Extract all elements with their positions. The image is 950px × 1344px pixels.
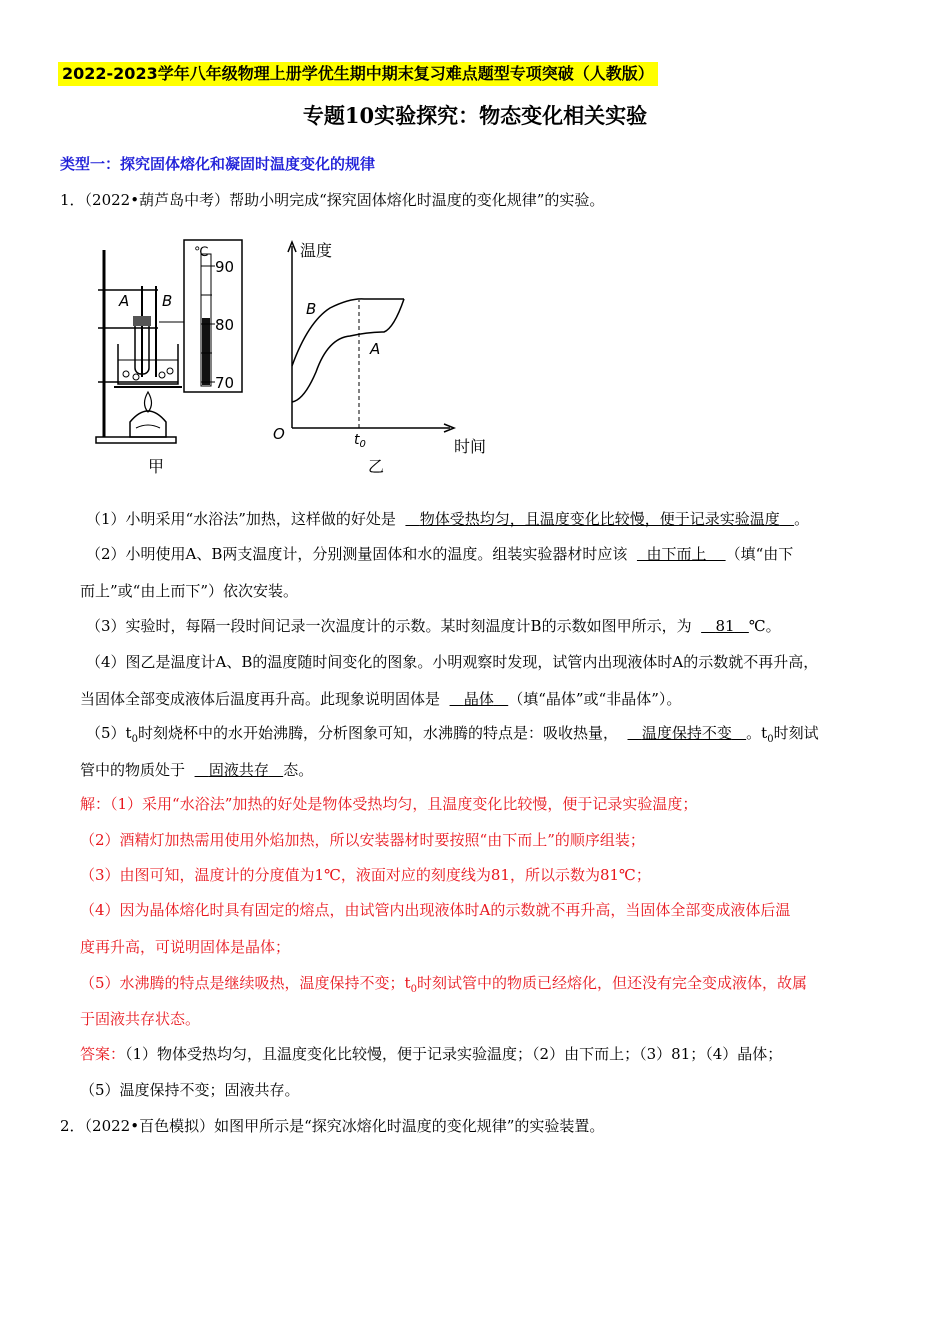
stand-base — [96, 437, 176, 443]
label-B: B — [162, 292, 173, 310]
solution-line-4b: 度再升高，可说明固体是晶体； — [80, 938, 291, 956]
section-heading: 类型一：探究固体熔化和凝固时温度变化的规律 — [60, 155, 376, 173]
solution-line-5b: 于固液共存状态。 — [80, 1010, 201, 1028]
solution-line-3: （3）由图可知，温度计的分度值为1℃，液面对应的刻度线为81，所以示数为81℃； — [80, 866, 651, 884]
question-1-stem: 1．（2022•葫芦岛中考）帮助小明完成“探究固体熔化时温度的变化规律”的实验。 — [60, 191, 605, 209]
answer-4: 晶体 — [463, 690, 494, 708]
solution-line-5a: （5）水沸腾的特点是继续吸热，温度保持不变；$t_0$时刻试管中的物质已经熔化，但还没有完全变成液体，故属 — [80, 974, 807, 995]
answer-2: 由下而上 — [646, 545, 707, 563]
y-axis-label: 温度 — [300, 241, 333, 260]
alcohol-lamp — [130, 411, 166, 437]
subquestion-4: （4）图乙是温度计A、B的温度随时间变化的图象。小明观察时发现，试管内出现液体时A的示数就不再升高， — [86, 653, 819, 671]
tick-90: 90 — [215, 258, 235, 276]
mercury-column — [202, 318, 210, 385]
answer-5a: 温度保持不变 — [641, 724, 732, 742]
header-banner: 2022-2023学年八年级物理上册学优生期中期末复习难点题型专项突破（人教版） — [58, 62, 658, 86]
figure-graph — [268, 232, 503, 480]
curve-A-label: A — [370, 340, 381, 358]
solution-line-1: 解：（1）采用“水浴法”加热的好处是物体受热均匀，且温度变化比较慢，便于记录实验温度； — [80, 795, 698, 813]
unit-celsius: ℃ — [194, 245, 209, 260]
t0-label: $t_0$ — [354, 432, 366, 450]
answer-1: 物体受热均匀，且温度变化比较慢，便于记录实验温度 — [419, 510, 780, 528]
page-title: 专题10实验探究：物态变化相关实验 — [302, 103, 648, 128]
solution-line-2: （2）酒精灯加热需用使用外焰加热，所以安装器材时要按照“由下而上”的顺序组装； — [80, 831, 645, 849]
caption-jia: 甲 — [148, 457, 165, 476]
subquestion-5-cont: 管中的物质处于 固液共存 态。 — [80, 761, 314, 779]
subquestion-5: $(5)t_0$时刻烧杯中的水开始沸腾，分析图象可知，水沸腾的特点是：吸收热量， 温度保持不变 。$t_0$时刻试 — [86, 724, 819, 745]
solution-line-4a: （4）因为晶体熔化时具有固定的熔点，由试管内出现液体时A的示数就不再升高，当固体全部变成液体后温 — [80, 901, 791, 919]
figure-apparatus — [88, 232, 258, 480]
answer-line-2: （5）温度保持不变；固液共存。 — [80, 1081, 300, 1099]
answer-label: 答案： — [80, 1045, 126, 1063]
origin-label: O — [273, 425, 285, 443]
answer-3: 81 — [715, 617, 735, 635]
subquestion-1: （1）小明采用“水浴法”加热，这样做的好处是 物体受热均匀，且温度变化比较慢，便于记录实验温度 。 — [86, 510, 810, 528]
answer-line-1: 答案：（1）物体受热均匀，且温度变化比较慢，便于记录实验温度；（2）由下而上；（3）81；（4）晶体； — [80, 1045, 783, 1063]
caption-yi: 乙 — [368, 457, 385, 476]
beaker — [118, 344, 178, 384]
subquestion-3: （3）实验时，每隔一段时间记录一次温度计的示数。某时刻温度计B的示数如图甲所示，为 81 ℃。 — [86, 617, 781, 635]
tick-80: 80 — [215, 316, 235, 334]
curve-B-label: B — [306, 300, 317, 318]
flame — [145, 392, 152, 412]
subquestion-2: （2）小明使用A、B两支温度计，分别测量固体和水的温度。组装实验器材时应该 由下而上 （填“由下 — [86, 545, 794, 563]
label-A: A — [119, 292, 130, 310]
question-2-stem: 2．（2022•百色模拟）如图甲所示是“探究冰熔化时温度的变化规律”的实验装置。 — [60, 1117, 605, 1135]
x-axis-label: 时间 — [454, 437, 487, 456]
answer-5b: 固液共存 — [208, 761, 269, 779]
tick-70: 70 — [215, 374, 235, 392]
subquestion-4-cont: 当固体全部变成液体后温度再升高。此现象说明固体是 晶体 （填“晶体”或“非晶体”）。 — [80, 690, 682, 708]
subquestion-2-cont: 而上”或“由上而下”）依次安装。 — [80, 582, 299, 600]
